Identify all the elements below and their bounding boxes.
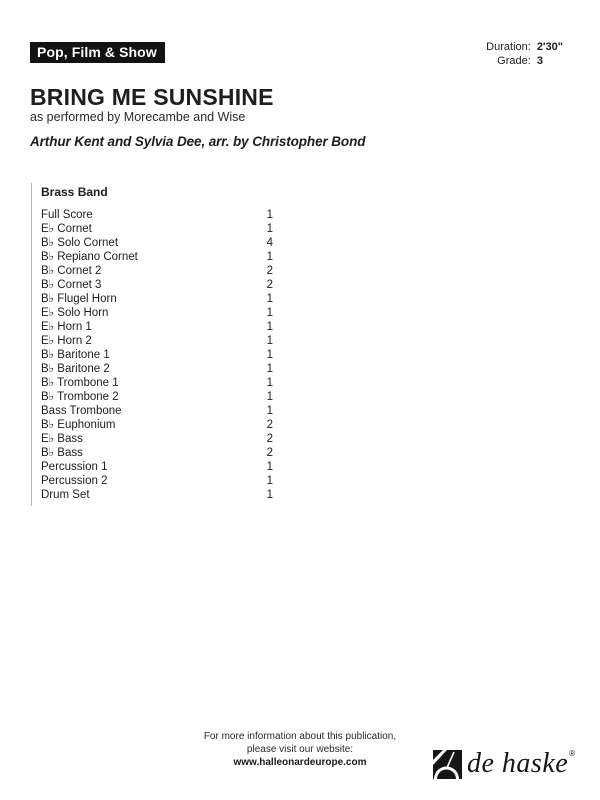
instrument-name: E♭ Solo Horn [41,307,109,319]
instrument-name: B♭ Euphonium [41,419,116,431]
instrument-name: B♭ Bass [41,447,83,459]
instrument-quantity: 2 [266,265,273,277]
instrument-name: Percussion 1 [41,461,108,473]
grade-value: 3 [536,55,543,67]
instrument-name: E♭ Cornet [41,223,92,235]
instrument-row [41,474,273,488]
instrument-row [41,208,273,222]
instrument-row [41,348,273,362]
footer-info-block [150,730,450,769]
instrument-quantity: 1 [266,377,273,389]
instrument-row [41,320,273,334]
instrument-quantity: 4 [266,237,273,249]
instrument-quantity: 1 [266,223,273,235]
duration-value: 2'30" [536,41,563,53]
instrument-quantity: 1 [266,307,273,319]
duration-label: Duration: [486,41,531,53]
instrument-row [41,222,273,236]
instrument-quantity: 1 [266,349,273,361]
instrument-row [41,362,273,376]
instrument-quantity: 2 [266,419,273,431]
instrument-row [41,250,273,264]
ensemble-heading: Brass Band [41,185,108,199]
instrument-quantity: 2 [266,447,273,459]
publisher-name [467,738,576,779]
instrument-quantity: 1 [266,363,273,375]
publisher-name-text: de haske [467,748,569,779]
instrument-name: B♭ Trombone 1 [41,377,119,389]
instrument-quantity: 2 [266,433,273,445]
instrument-name: E♭ Horn 1 [41,321,92,333]
page-title: BRING ME SUNSHINE [30,84,274,110]
instrument-row [41,390,273,404]
instrument-row [41,488,273,502]
instrument-name: B♭ Solo Cornet [41,237,119,249]
instrument-name: Percussion 2 [41,475,108,487]
footer-info-line2: please visit our website: [246,744,354,755]
instrument-quantity: 1 [266,321,273,333]
instrument-quantity: 1 [266,461,273,473]
instrument-row [41,432,273,446]
composer-arranger-credits: Arthur Kent and Sylvia Dee, arr. by Christopher Bond [30,134,366,149]
instrument-name: E♭ Bass [41,433,83,445]
instrument-name: Drum Set [41,489,90,501]
instrument-quantity: 1 [266,251,273,263]
instrumentation-list [31,183,273,506]
instrument-row [41,404,273,418]
instrument-row [41,292,273,306]
instrument-name: B♭ Flugel Horn [41,293,117,305]
instrument-row [41,460,273,474]
category-badge: Pop, Film & Show [30,42,165,63]
instrument-quantity: 1 [266,489,273,501]
instrument-row [41,264,273,278]
instrument-row [41,446,273,460]
instrument-name: B♭ Baritone 1 [41,349,110,361]
instrument-quantity: 1 [266,335,273,347]
footer-info-line1: For more information about this publication, [203,731,397,742]
instrument-quantity: 1 [266,209,273,221]
instrument-name: Full Score [41,209,93,221]
publisher-website-url: www.halleonardeurope.com [233,757,367,768]
instrument-row [41,278,273,292]
grade-label: Grade: [497,55,531,67]
work-subtitle: as performed by Morecambe and Wise [30,110,246,124]
instrument-name: B♭ Cornet 3 [41,279,102,291]
instrument-name: B♭ Cornet 2 [41,265,102,277]
instrument-name: E♭ Horn 2 [41,335,92,347]
de-haske-logo-icon [433,750,462,779]
instrument-row [41,236,273,250]
instrument-name: B♭ Trombone 2 [41,391,119,403]
instrument-row [41,418,273,432]
instrument-name: B♭ Baritone 2 [41,363,110,375]
instrument-quantity: 1 [266,293,273,305]
publisher-logo [433,738,576,779]
instrument-quantity: 1 [266,405,273,417]
instrument-row [41,376,273,390]
registered-trademark-symbol: ® [569,749,576,758]
instrument-quantity: 1 [266,475,273,487]
instrument-row [41,306,273,320]
instrument-name: B♭ Repiano Cornet [41,251,138,263]
instrument-quantity: 2 [266,279,273,291]
instrument-quantity: 1 [266,391,273,403]
instrument-row [41,334,273,348]
duration-grade-block [486,40,563,68]
instrument-name: Bass Trombone [41,405,122,417]
